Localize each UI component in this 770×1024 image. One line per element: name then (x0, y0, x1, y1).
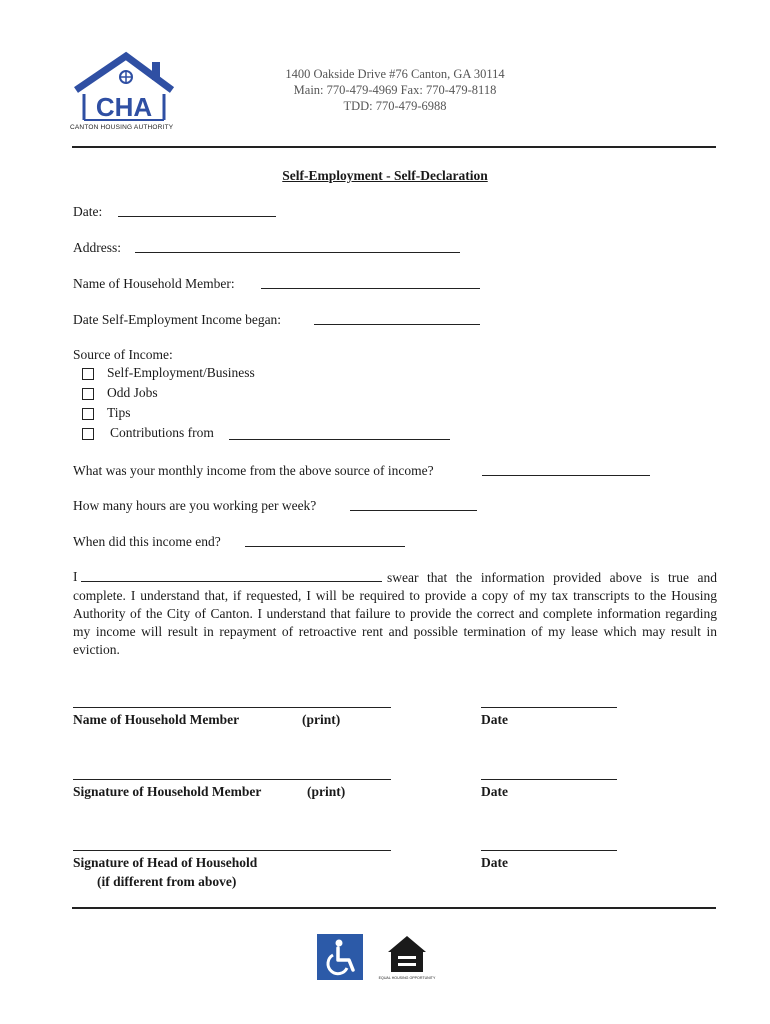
print-label-2: (print) (307, 784, 346, 799)
head-sub-label: (if different from above) (97, 874, 237, 889)
odd-jobs-checkbox[interactable] (82, 388, 94, 400)
self-employment-checkbox[interactable] (82, 368, 94, 380)
contributions-checkbox[interactable] (82, 428, 94, 440)
date-label: Date: (73, 204, 103, 219)
date-label-1: Date (481, 712, 508, 727)
date-line-2[interactable] (481, 779, 617, 780)
date-label-2: Date (481, 784, 508, 799)
head-signature-line[interactable] (73, 850, 391, 851)
form-title: Self-Employment - Self-Declaration (282, 168, 488, 183)
accessibility-icon (317, 934, 363, 980)
address-label: Address: (73, 240, 121, 255)
income-began-label: Date Self-Employment Income began: (73, 312, 282, 327)
monthly-income-field[interactable] (482, 475, 650, 476)
date-line-3[interactable] (481, 850, 617, 851)
income-began-field[interactable] (314, 324, 480, 325)
hours-question: How many hours are you working per week? (73, 498, 317, 513)
member-name-field[interactable] (261, 288, 480, 289)
monthly-income-question: What was your monthly income from the above source of income? (73, 463, 434, 478)
address-line-3: TDD: 770-479-6988 (343, 99, 447, 113)
address-line-2: Main: 770-479-4969 Fax: 770-479-8118 (293, 83, 497, 97)
address-line-1: 1400 Oakside Drive #76 Canton, GA 30114 (285, 67, 505, 81)
date-label-3: Date (481, 855, 508, 870)
member-signature-line[interactable] (73, 779, 391, 780)
signature-household-member-label: Signature of Household Member (73, 784, 262, 799)
logo-subtitle: CANTON HOUSING AUTHORITY (70, 124, 174, 131)
signature-head-label: Signature of Head of Household (73, 855, 258, 870)
source-label: Source of Income: (73, 347, 173, 362)
end-date-field[interactable] (245, 546, 405, 547)
svg-text:CHA: CHA (95, 92, 153, 122)
header-divider (72, 146, 716, 148)
member-print-line[interactable] (73, 707, 391, 708)
option-tips: Tips (107, 405, 131, 420)
date-field[interactable] (118, 216, 276, 217)
declaration-prefix: I (73, 569, 78, 584)
hours-field[interactable] (350, 510, 477, 511)
date-line-1[interactable] (481, 707, 617, 708)
equal-housing-icon (378, 932, 436, 982)
member-name-label: Name of Household Member: (73, 276, 235, 291)
print-label-1: (print) (302, 712, 341, 727)
footer-divider (72, 907, 716, 909)
option-self-employment: Self-Employment/Business (107, 365, 255, 380)
svg-text:EQUAL HOUSING OPPORTUNITY: EQUAL HOUSING OPPORTUNITY (378, 976, 436, 980)
declaration-text: swear that the information provided above is true and complete. I understand that, if requested, I will be required to provide a copy of my tax transcripts to the Housing Authority of the City of Canton. I understand that failure to provide the correct and complete information regarding my income will result in repayment of retroactive rent and possible termination of my lease which may result in eviction. (73, 570, 717, 657)
tips-checkbox[interactable] (82, 408, 94, 420)
end-date-question: When did this income end? (73, 534, 221, 549)
address-block (200, 66, 590, 114)
name-household-member-label: Name of Household Member (73, 712, 240, 727)
option-odd-jobs: Odd Jobs (107, 385, 158, 400)
address-field[interactable] (135, 252, 460, 253)
contributions-field[interactable] (229, 439, 450, 440)
option-contributions: Contributions from (110, 425, 214, 440)
